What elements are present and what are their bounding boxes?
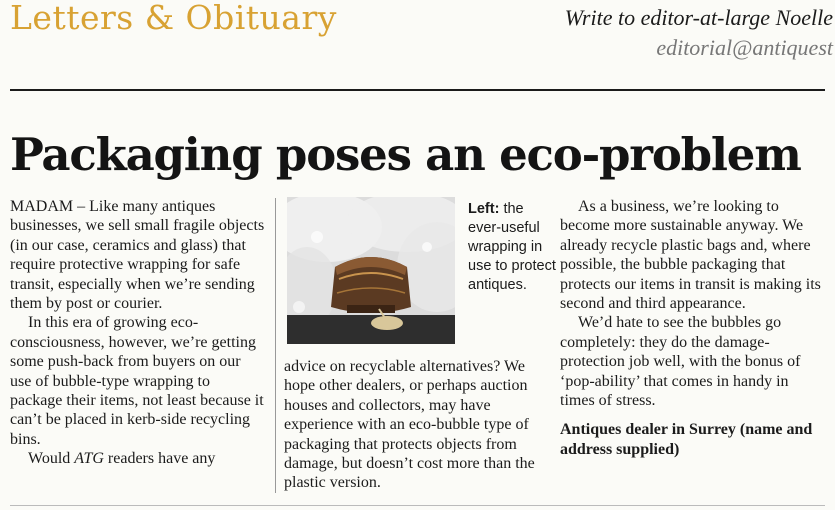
paragraph-3-end: readers have any	[103, 450, 216, 468]
paragraph-4: advice on recyclable alternatives? We hope other dealers, or perhaps auction houses and collectors, may have experience with an eco-bubble type of packaging that protects objects from damage, but doesn’t cost more than the plastic version.	[284, 358, 535, 492]
column-divider	[275, 198, 276, 493]
section-title: Letters & Obituary	[10, 0, 337, 37]
paragraph-3	[10, 449, 265, 468]
atg-italic: ATG	[74, 450, 104, 468]
photo-caption	[468, 200, 558, 295]
article-headline: Packaging poses an eco-problem	[10, 128, 801, 181]
paragraph-2: In this era of growing eco-consciousness, however, we’re getting some push-back from buyers on our use of bubble-type wrapping to package their items, not least because it can’t be placed in kerb-side recycling bins.	[10, 314, 264, 448]
caption-label: Left:	[468, 201, 500, 217]
column-1	[10, 197, 265, 469]
editor-email[interactable]: editorial@antiquest	[656, 35, 833, 60]
antique-box-photo	[287, 197, 455, 344]
column-2	[284, 357, 554, 493]
paragraph-6: We’d hate to see the bubbles go completely: they do the damage-protection job well, with the bonus of ‘pop-ability’ that comes in handy in times of stress.	[560, 314, 801, 410]
editor-line: Write to editor-at-large Noelle	[564, 5, 833, 30]
photo-illustration	[287, 197, 455, 344]
header-rule	[10, 89, 825, 91]
letter-signature: Antiques dealer in Surrey (name and address supplied)	[560, 421, 813, 459]
paragraph-3-start: Would	[28, 450, 75, 468]
bottom-rule	[10, 505, 825, 506]
paragraph-1: MADAM – Like many antiques businesses, we sell small fragile objects (in our case, ceramics and glass) that require protective wrapping for safe transit, especially when we’re sending them by post or courier.	[10, 198, 265, 313]
paragraph-5: As a business, we’re looking to become more sustainable anyway. We already recycle plastic bags and, where possible, the bubble packaging that protects our items in transit is making its second and third appearance.	[560, 198, 821, 313]
caption-text: the ever-useful wrapping in use to protect antiques.	[468, 201, 556, 293]
column-3	[560, 197, 825, 460]
